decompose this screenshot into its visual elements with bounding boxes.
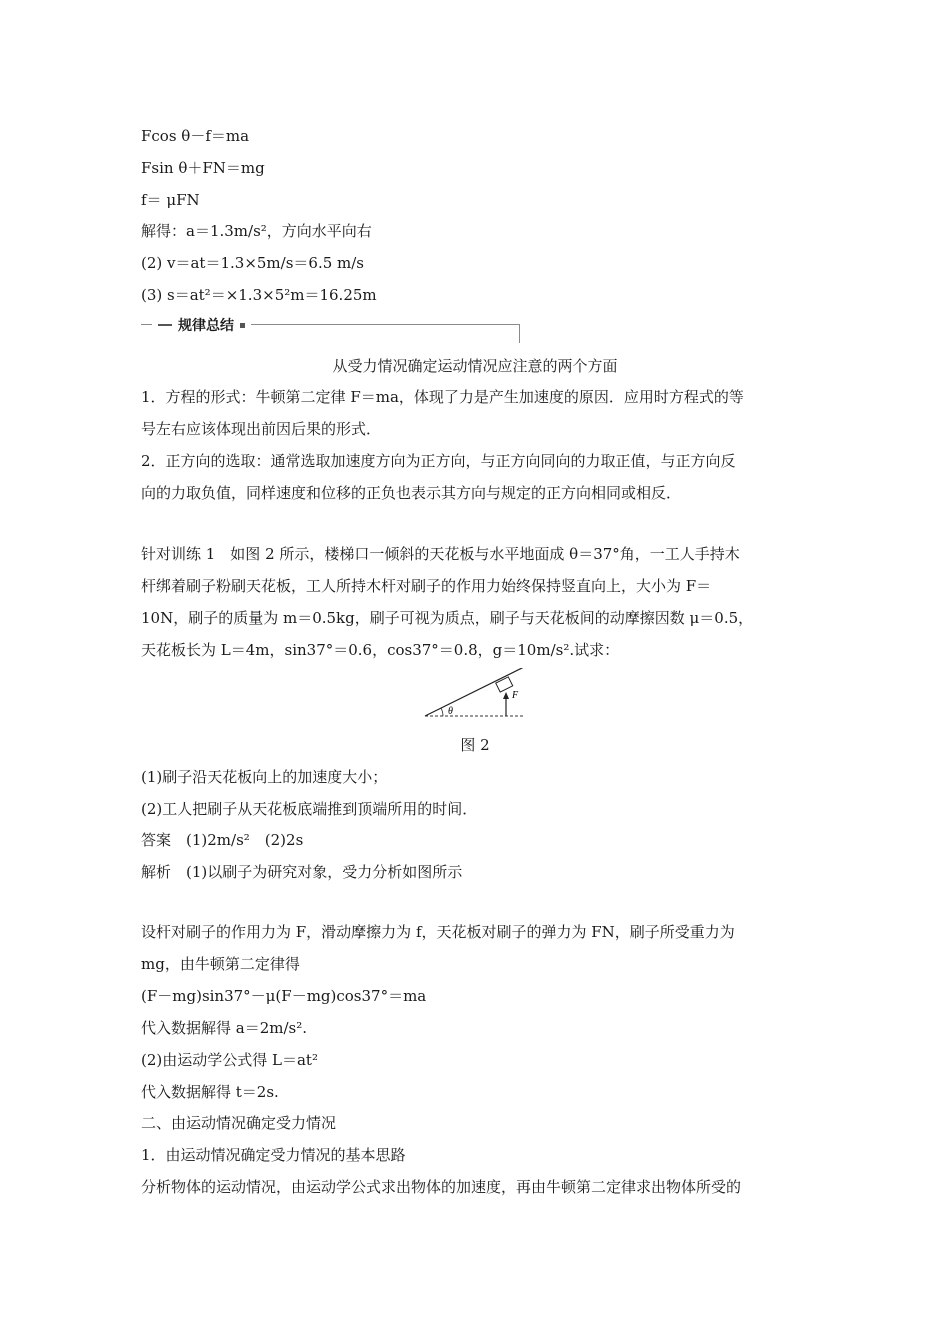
- solution-line: 代入数据解得 a＝2m/s².: [141, 1019, 308, 1037]
- square-bullet-icon: [240, 323, 245, 328]
- analysis-line: 解析 (1)以刷子为研究对象，受力分析如图所示: [141, 863, 463, 881]
- equation-line: f＝ μFN: [141, 191, 200, 209]
- section-heading: 二、由运动情况确定受力情况: [141, 1114, 337, 1132]
- arrow-head-icon: [503, 692, 509, 699]
- sub-question: (1)刷子沿天花板向上的加速度大小；: [141, 768, 388, 786]
- figure-caption: 图 2: [460, 736, 490, 754]
- solution-line: mg，由牛顿第二定律得: [141, 955, 300, 973]
- paragraph-line: 1．方程的形式：牛顿第二定律 F＝ma，体现了力是产生加速度的原因．应用时方程式的等: [141, 388, 744, 406]
- sub-question: (2)工人把刷子从天花板底端推到顶端所用的时间．: [141, 800, 478, 818]
- ceiling-line: [425, 668, 526, 716]
- exercise-line: 杆绑着刷子粉刷天花板，工人所持木杆对刷子的作用力始终保持竖直向上，大小为 F＝: [141, 577, 712, 595]
- exercise-line: 针对训练 1 如图 2 所示，楼梯口一倾斜的天花板与水平地面成 θ＝37°角，一工人手持木: [141, 545, 740, 563]
- paragraph-line: 分析物体的运动情况，由运动学公式求出物体的加速度，再由牛顿第二定律求出物体所受的: [141, 1178, 742, 1196]
- exercise-line: 天花板长为 L＝4m，sin37°＝0.6，cos37°＝0.8，g＝10m/s².试求：: [141, 641, 620, 659]
- equation-line: Fcos θ－f＝ma: [141, 127, 250, 145]
- rule-summary-label: [152, 315, 251, 335]
- solution-line: 设杆对刷子的作用力为 F，滑动摩擦力为 f，天花板对刷子的弹力为 FN，刷子所受重力为: [141, 923, 735, 941]
- solution-line: 代入数据解得 t＝2s.: [141, 1083, 279, 1101]
- dash-icon: [158, 324, 172, 326]
- exercise-line: 10N，刷子的质量为 m＝0.5kg，刷子可视为质点，刷子与天花板间的动摩擦因数 μ＝0.5，: [141, 609, 754, 627]
- paragraph-line: 向的力取负值，同样速度和位移的正负也表示其方向与规定的正方向相同或相反．: [141, 484, 682, 502]
- rule-summary-title: 规律总结: [178, 318, 234, 334]
- subsection-heading: 1．由运动情况确定受力情况的基本思路: [141, 1146, 406, 1164]
- angle-arc: [441, 708, 443, 716]
- result-line: 解得：a＝1.3m/s²，方向水平向右: [141, 222, 372, 240]
- result-line: (2) v＝at＝1.3×5m/s＝6.5 m/s: [141, 254, 365, 272]
- rule-heading: 从受力情况确定运动情况应注意的两个方面: [332, 357, 618, 375]
- force-label: F: [512, 690, 519, 701]
- paragraph-line: 2．正方向的选取：通常选取加速度方向为正方向，与正方向同向的力取正值，与正方向反: [141, 452, 736, 470]
- solution-line: (2)由运动学公式得 L＝at²: [141, 1051, 318, 1069]
- equation-line: Fsin θ＋FN＝mg: [141, 159, 265, 177]
- solution-equation: (F－mg)sin37°－μ(F－mg)cos37°＝ma: [141, 987, 427, 1005]
- theta-label: θ: [448, 706, 453, 717]
- paragraph-line: 号左右应该体现出前因后果的形式．: [141, 420, 382, 438]
- incline-figure: [420, 668, 530, 724]
- answer-line: 答案 (1)2m/s² (2)2s: [141, 831, 304, 849]
- result-line: (3) s＝at²＝×1.3×5²m＝16.25m: [141, 286, 377, 304]
